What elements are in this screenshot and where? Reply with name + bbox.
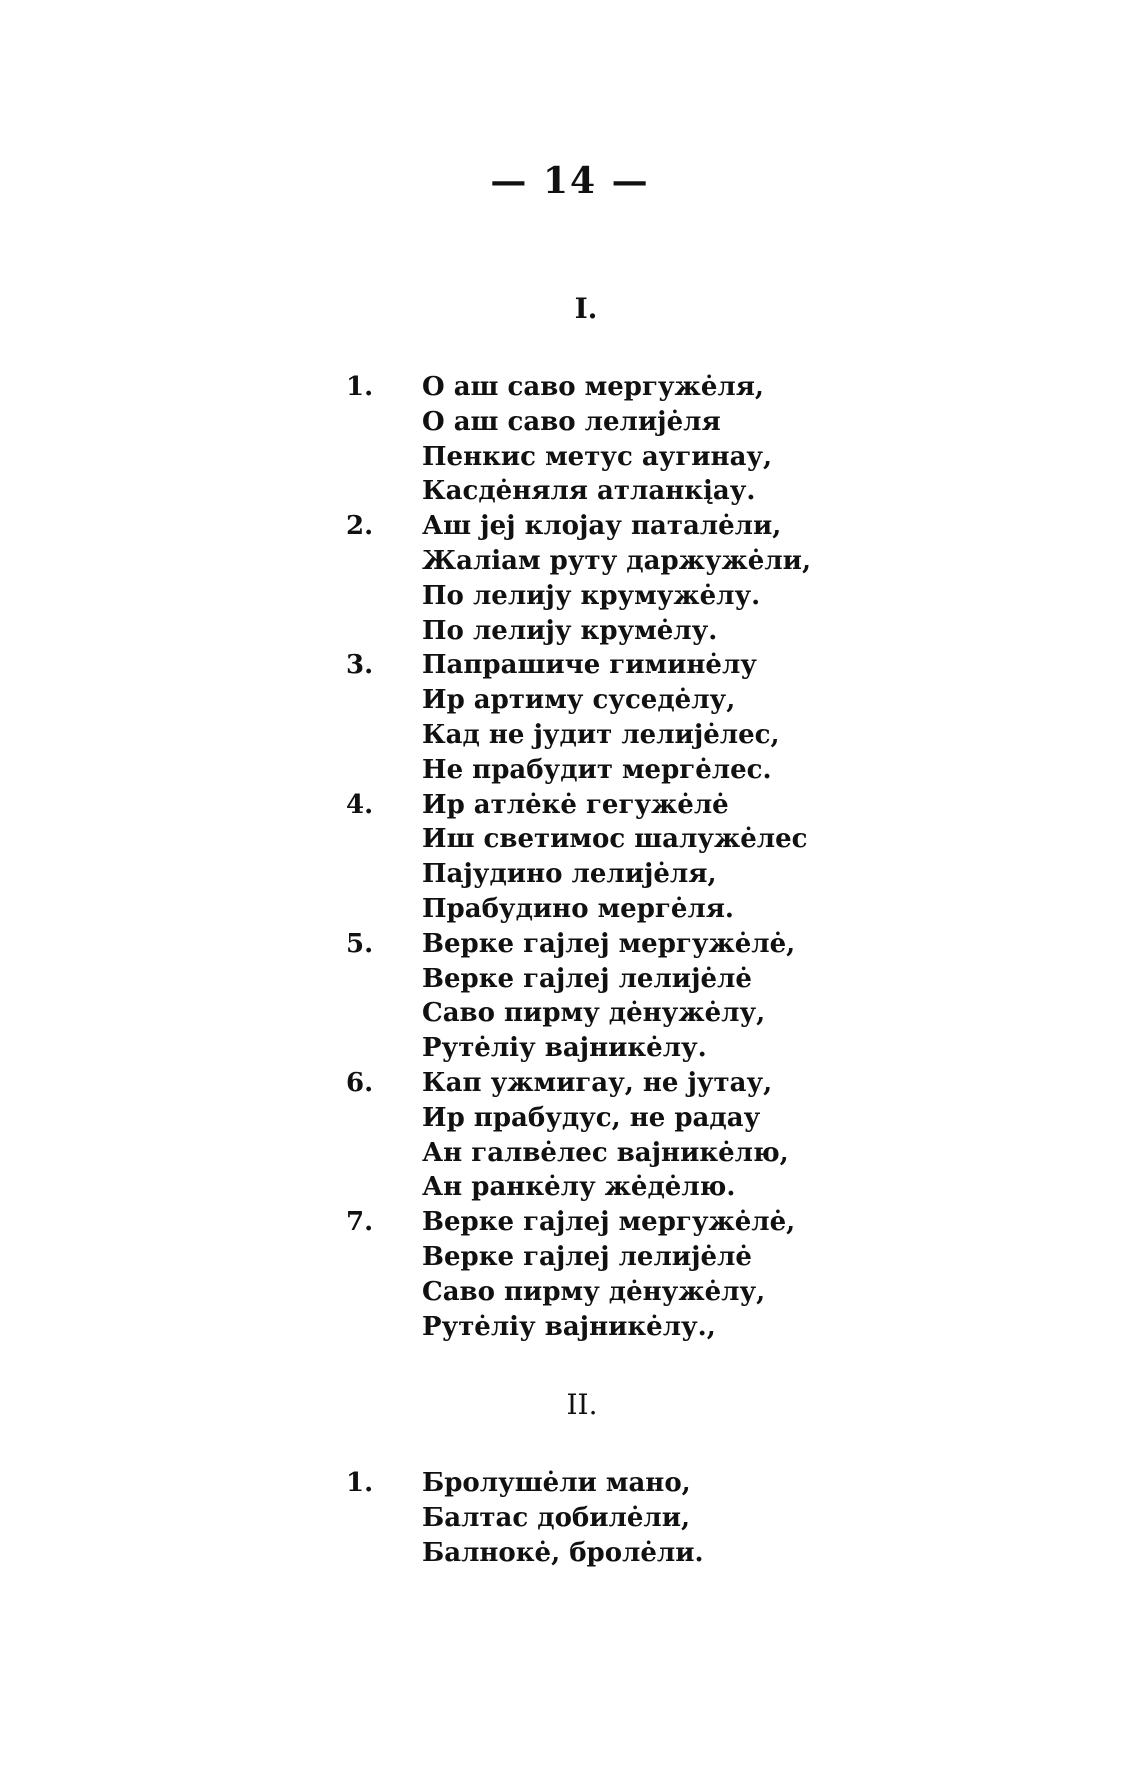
poem-line-text: О аш саво мергужėля, bbox=[422, 372, 764, 402]
poem-line bbox=[346, 927, 1080, 962]
poem-line bbox=[380, 1240, 1080, 1275]
poem-line-text: Прабудино мергėля. bbox=[422, 893, 734, 924]
poem-line-text: Верке гајлеј лелијėлė bbox=[422, 1241, 752, 1272]
poem-line-text: Верке гајлеј мергужėлė, bbox=[422, 928, 796, 959]
stanza-number: 2. bbox=[346, 511, 374, 542]
poem-line bbox=[380, 579, 1080, 614]
poem-line-text: Ир прабудус, не радау bbox=[422, 1102, 761, 1133]
poem-line-text: Иш светимос шалужėлес bbox=[422, 824, 808, 855]
poem-line bbox=[380, 892, 1080, 927]
poem-line-text: Жалiам руту даржужėли, bbox=[422, 545, 811, 576]
poem-line bbox=[380, 996, 1080, 1031]
poem-line-text: Рутėлiу вајникėлу. bbox=[422, 1033, 707, 1064]
poem-line bbox=[346, 1466, 1080, 1501]
poem-line-text: Кад не јудит лелијėлес, bbox=[422, 719, 780, 750]
poem-line bbox=[380, 474, 1080, 509]
poem-line-text: Балнокė, бролėли. bbox=[422, 1537, 704, 1568]
poem-line bbox=[380, 753, 1080, 788]
poem-line-text: О аш саво лелијėля bbox=[422, 406, 721, 437]
poem-line bbox=[380, 544, 1080, 579]
stanza-number: 1. bbox=[346, 372, 374, 402]
poem-line-text: Ир атлėкė гегужėлė bbox=[422, 789, 729, 820]
poem-line bbox=[380, 1170, 1080, 1205]
poem-line bbox=[380, 718, 1080, 753]
poem-line-text: По лелију крумėлу. bbox=[422, 615, 718, 646]
poem-line-text: Саво пирму дėнужėлу, bbox=[422, 998, 766, 1029]
poem-line-text: Верке гајлеј лелијėлė bbox=[422, 963, 752, 994]
poem-line bbox=[380, 1501, 1080, 1536]
poem-line-text: Ан галвėлес вајникėлю, bbox=[422, 1137, 789, 1168]
stanza-number: 1. bbox=[346, 1468, 374, 1498]
stanza-number: 7. bbox=[346, 1207, 374, 1238]
poem-line bbox=[380, 857, 1080, 892]
poem-line-text: Касдėняля атланкįау. bbox=[422, 476, 756, 507]
poem-line bbox=[380, 1310, 1080, 1345]
stanza-number: 5. bbox=[346, 928, 374, 959]
poem-line-text: Саво пирму дėнужėлу, bbox=[422, 1276, 766, 1307]
poem-line-text: Бролушėли мано, bbox=[422, 1468, 691, 1498]
poem-line-text: Ан ранкėлу жėдėлю. bbox=[422, 1172, 736, 1203]
poem-line-text: По лелију крумужėлу. bbox=[422, 580, 761, 611]
poem-line bbox=[380, 614, 1080, 649]
section-heading-2: II. bbox=[566, 1388, 598, 1421]
poem-line bbox=[380, 822, 1080, 857]
stanza-number: 4. bbox=[346, 789, 374, 820]
poem-line bbox=[346, 509, 1080, 544]
poem-line bbox=[380, 1031, 1080, 1066]
poem-line bbox=[380, 1136, 1080, 1171]
poem-line bbox=[346, 1205, 1080, 1240]
poem-section-2 bbox=[346, 1466, 1080, 1570]
poem-line bbox=[380, 1275, 1080, 1310]
stanza-number: 6. bbox=[346, 1067, 374, 1098]
poem-line-text: Папрашиче гиминėлу bbox=[422, 650, 757, 681]
poem-line-text: Пајудино лелијėля, bbox=[422, 859, 717, 890]
poem-line bbox=[380, 1536, 1080, 1571]
poem-line-text: Кап ужмигау, не јутау, bbox=[422, 1067, 773, 1098]
poem-line-text: Верке гајлеј мергужėлė, bbox=[422, 1207, 796, 1238]
poem-line bbox=[380, 962, 1080, 997]
poem-line-text: Рутėлiу вајникėлу., bbox=[422, 1311, 716, 1342]
poem-line-text: Не прабудит мергėлес. bbox=[422, 754, 772, 785]
poem-line-text: Пенкис метус аугинау, bbox=[422, 441, 773, 472]
poem-line bbox=[346, 1066, 1080, 1101]
stanza-number: 3. bbox=[346, 650, 374, 681]
poem-line bbox=[346, 648, 1080, 683]
poem-line bbox=[380, 405, 1080, 440]
poem-line-text: Ир артиму суседėлу, bbox=[422, 685, 736, 716]
poem-line bbox=[380, 683, 1080, 718]
poem-section-1 bbox=[346, 370, 1080, 1344]
poem-line bbox=[346, 788, 1080, 823]
poem-line bbox=[346, 370, 1080, 405]
poem-line bbox=[380, 1101, 1080, 1136]
poem-line bbox=[380, 440, 1080, 475]
section-heading-1: I. bbox=[574, 292, 598, 325]
poem-line-text: Аш јеј клојау паталėли, bbox=[422, 511, 782, 542]
page-number: — 14 — bbox=[490, 160, 650, 202]
poem-line-text: Балтас добилėли, bbox=[422, 1502, 691, 1533]
